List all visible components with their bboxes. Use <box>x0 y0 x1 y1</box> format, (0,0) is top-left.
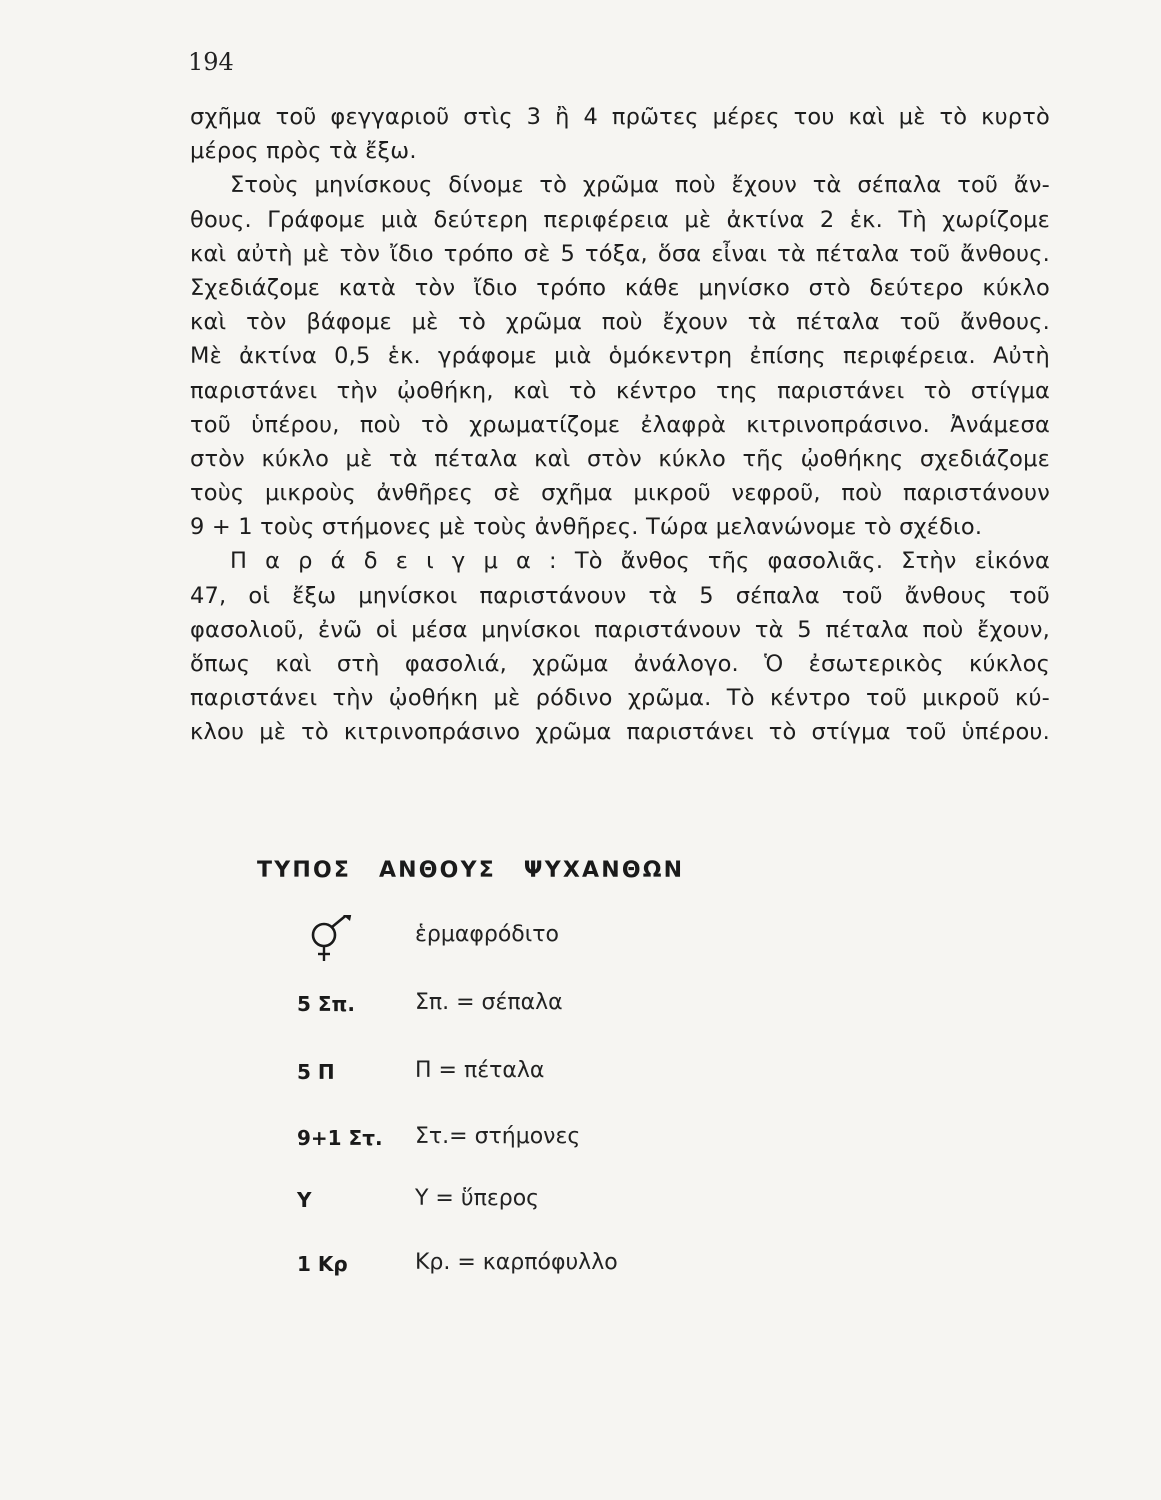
text-line: παριστάνει τὴν ᾠοθήκη, καὶ τὸ κέντρο της παριστάνει τὸ στίγμα <box>190 377 1050 404</box>
text-line: τοῦ ὑπέρου, ποὺ τὸ χρωματίζομε ἐλαφρὰ κιτρινοπράσινο. Ἀνάμεσα <box>190 411 1050 438</box>
text-line: καὶ τὸν βάφομε μὲ τὸ χρῶμα ποὺ ἔχουν τὰ πέταλα τοῦ ἄνθους. <box>190 309 1050 336</box>
text-line: θους. Γράφομε μιὰ δεύτερη περιφέρεια μὲ ἀκτίνα 2 ἑκ. Τὴ χωρίζομε <box>190 206 1050 233</box>
text-line: παριστάνει τὴν ᾠοθήκη μὲ ρόδινο χρῶμα. Τὸ κέντρο τοῦ μικροῦ κύ- <box>190 685 1050 712</box>
key-symbol: Υ <box>297 1188 312 1212</box>
body-text <box>190 100 1050 750</box>
text-line: κλου μὲ τὸ κιτρινοπράσινο χρῶμα παριστάνει τὸ στίγμα τοῦ ὑπέρου. <box>190 719 1050 746</box>
key-meaning: ἑρμαφρόδιτο <box>415 922 559 947</box>
text-line: καὶ αὐτὴ μὲ τὸν ἴδιο τρόπο σὲ 5 τόξα, ὅσα εἶναι τὰ πέταλα τοῦ ἄνθους. <box>190 240 1050 267</box>
text-line: Π α ρ ά δ ε ι γ μ α : Τὸ ἄνθος τῆς φασολιᾶς. Στὴν εἰκόνα <box>230 548 1050 575</box>
key-meaning: Σπ. = σέπαλα <box>415 990 563 1015</box>
key-symbol: 5 Σπ. <box>297 992 355 1016</box>
text-line: Στοὺς μηνίσκους δίνομε τὸ χρῶμα ποὺ ἔχουν τὰ σέπαλα τοῦ ἄν- <box>230 172 1050 199</box>
text-line: μέρος πρὸς τὰ ἔξω. <box>190 138 417 165</box>
key-meaning: Π = πέταλα <box>415 1058 545 1083</box>
flower-type-title: ΤΥΠΟΣ ΑΝΘΟΥΣ ΨΥΧΑΝΘΩΝ <box>257 858 685 883</box>
text-line: στὸν κύκλο μὲ τὰ πέταλα καὶ στὸν κύκλο τῆς ᾠοθήκης σχεδιάζομε <box>190 445 1050 472</box>
text-line: Σχεδιάζομε κατὰ τὸν ἴδιο τρόπο κάθε μηνίσκο στὸ δεύτερο κύκλο <box>190 274 1050 301</box>
key-meaning: Στ.= στήμονες <box>415 1124 581 1149</box>
key-symbol: 5 Π <box>297 1060 335 1084</box>
hermaphrodite-icon <box>303 915 361 973</box>
key-meaning: Κρ. = καρπόφυλλο <box>415 1250 618 1275</box>
key-meaning: Υ = ὕπερος <box>415 1186 540 1211</box>
key-symbol: 1 Κρ <box>297 1252 348 1276</box>
text-line: 47, οἱ ἔξω μηνίσκοι παριστάνουν τὰ 5 σέπαλα τοῦ ἄνθους τοῦ <box>190 582 1050 609</box>
text-line: φασολιοῦ, ἐνῶ οἱ μέσα μηνίσκοι παριστάνουν τὰ 5 πέταλα ποὺ ἔχουν, <box>190 616 1050 643</box>
text-line: ὅπως καὶ στὴ φασολιά, χρῶμα ἀνάλογο. Ὁ ἐσωτερικὸς κύκλος <box>190 651 1050 677</box>
text-line: σχῆμα τοῦ φεγγαριοῦ στὶς 3 ἢ 4 πρῶτες μέρες του καὶ μὲ τὸ κυρτὸ <box>190 104 1050 130</box>
key-symbol: 9+1 Στ. <box>297 1126 383 1150</box>
text-line: Μὲ ἀκτίνα 0,5 ἑκ. γράφομε μιὰ ὁμόκεντρη ἐπίσης περιφέρεια. Αὐτὴ <box>190 343 1050 370</box>
page-number: 194 <box>188 48 234 76</box>
text-line: τοὺς μικροὺς ἀνθῆρες σὲ σχῆμα μικροῦ νεφροῦ, ποὺ παριστάνουν <box>190 480 1050 507</box>
text-line: 9 + 1 τοὺς στήμονες μὲ τοὺς ἀνθῆρες. Τώρα μελανώνομε τὸ σχέδιο. <box>190 514 983 541</box>
